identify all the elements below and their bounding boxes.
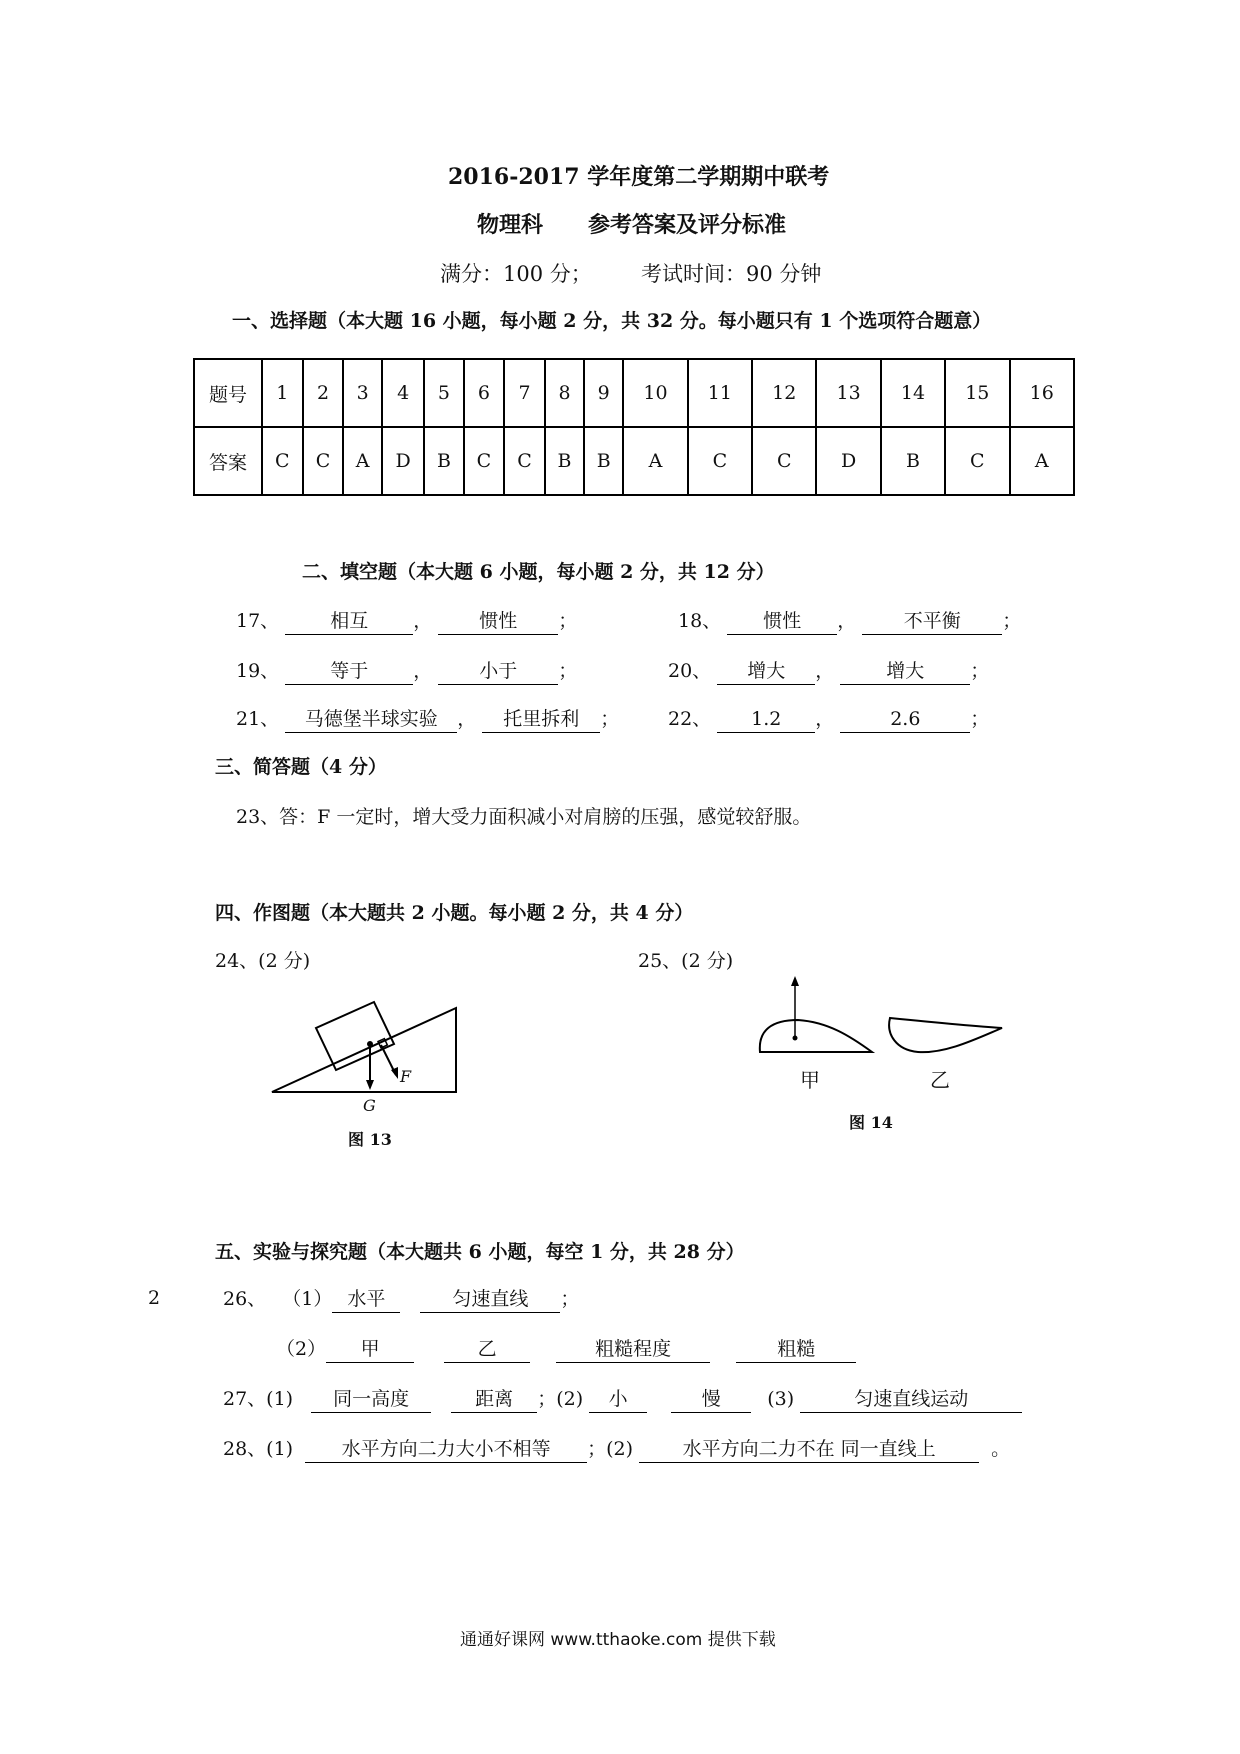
q-number: 6 [464, 359, 505, 427]
full-marks: 满分：100 分； [440, 262, 592, 286]
answer-blank: 慢 [671, 1386, 751, 1413]
q-num: 18、 [678, 610, 722, 632]
figure-14-caption: 图 14 [849, 1113, 893, 1132]
sep: ； [558, 660, 578, 682]
answer-line-26b [276, 1334, 856, 1363]
part-label: (3) [767, 1388, 795, 1410]
answer-cell: C [945, 427, 1009, 495]
answer-blank: 相互 [285, 608, 413, 635]
answer-line-27 [223, 1384, 1022, 1413]
answer-line-26a [223, 1284, 579, 1313]
airfoil-jia [760, 1020, 872, 1052]
sep: ， [837, 610, 857, 632]
answer-line-19 [236, 656, 577, 685]
subject-label: 物理科 [477, 212, 544, 238]
sep: ； [600, 708, 620, 730]
answer-cell: C [464, 427, 505, 495]
q25-label: 25、(2 分) [638, 950, 734, 972]
answer-cell: C [752, 427, 816, 495]
q-number: 8 [545, 359, 584, 427]
q-num: 19、 [236, 660, 280, 682]
answer-cell: C [262, 427, 303, 495]
answer-blank: 粗糙 [736, 1336, 856, 1363]
q-num: 21、 [236, 708, 280, 730]
answer-blank: 粗糙程度 [556, 1336, 710, 1363]
answer-blank: 不平衡 [862, 608, 1002, 635]
q-number: 3 [343, 359, 382, 427]
answer-line-21 [236, 704, 619, 733]
sep: ， [457, 708, 477, 730]
answer-blank: 小 [589, 1386, 647, 1413]
q-num: 22、 [668, 708, 712, 730]
row-label-question: 题号 [194, 359, 262, 427]
answer-line-20 [668, 656, 989, 685]
answer-cell: D [382, 427, 424, 495]
doc-type-label: 参考答案及评分标准 [588, 212, 787, 238]
row-label-answer: 答案 [194, 427, 262, 495]
answer-line-28 [223, 1434, 1010, 1463]
q-number: 1 [262, 359, 303, 427]
q-number: 12 [752, 359, 816, 427]
page-title: 2016-2017 学年度第二学期期中联考 [448, 164, 830, 190]
section2-heading: 二、填空题（本大题 6 小题，每小题 2 分，共 12 分） [302, 561, 775, 583]
section1-heading: 一、选择题（本大题 16 小题，每小题 2 分，共 32 分。每小题只有 1 个选项符合题意） [232, 310, 992, 332]
answer-blank: 距离 [451, 1386, 537, 1413]
answer-blank: 等于 [285, 658, 413, 685]
section3-heading: 三、简答题（4 分） [215, 756, 387, 778]
q-num: 17、 [236, 610, 280, 632]
q-number: 7 [504, 359, 545, 427]
answer-23: 23、答：F 一定时，增大受力面积减小对肩膀的压强，感觉较舒服。 [236, 806, 812, 828]
exam-time: 考试时间：90 分钟 [641, 262, 822, 286]
incline-triangle [272, 1008, 456, 1092]
answer-cell: C [504, 427, 545, 495]
sep: ； [558, 610, 578, 632]
answer-cell: A [343, 427, 382, 495]
block [316, 1002, 394, 1070]
answer-blank: 同一高度 [311, 1386, 431, 1413]
airfoil-dot [793, 1036, 798, 1041]
q-number: 5 [424, 359, 463, 427]
gravity-arrowhead [366, 1080, 374, 1090]
section4-heading: 四、作图题（本大题共 2 小题。每小题 2 分，共 4 分） [215, 902, 694, 924]
answer-blank: 小于 [438, 658, 558, 685]
answer-line-18 [678, 606, 1021, 635]
q24-label: 24、(2 分) [215, 950, 311, 972]
section5-heading: 五、实验与探究题（本大题共 6 小题，每空 1 分，共 28 分） [215, 1241, 745, 1263]
sep: ， [413, 660, 433, 682]
q-number: 10 [623, 359, 687, 427]
figure-14-airfoils [750, 970, 1030, 1080]
label-F: F [400, 1067, 412, 1086]
answer-blank: 2.6 [840, 706, 970, 733]
figure-13-incline [260, 990, 470, 1110]
answer-cell: A [623, 427, 687, 495]
label-jia: 甲 [800, 1068, 820, 1092]
part-label: （2） [276, 1338, 327, 1360]
answer-blank: 马德堡半球实验 [285, 706, 457, 733]
sep: ， [815, 660, 835, 682]
answer-cell: D [816, 427, 880, 495]
airfoil-yi [889, 1018, 1002, 1052]
answer-cell: B [424, 427, 463, 495]
margin-mark: 2 [148, 1287, 161, 1309]
answer-blank: 惯性 [438, 608, 558, 635]
answer-blank: 1.2 [717, 706, 815, 733]
q-number: 16 [1010, 359, 1075, 427]
label-G: G [363, 1096, 376, 1115]
part-label: ；(2) [537, 1388, 584, 1410]
sep: ， [815, 708, 835, 730]
q-num: 26、 [223, 1288, 267, 1310]
answer-blank: 托里拆利 [482, 706, 600, 733]
answer-blank: 乙 [444, 1336, 530, 1363]
answer-line-22 [668, 704, 989, 733]
answer-blank: 惯性 [727, 608, 837, 635]
part-label: （1） [282, 1288, 333, 1310]
answer-cell: B [881, 427, 945, 495]
q-num: 20、 [668, 660, 712, 682]
q-number: 2 [303, 359, 344, 427]
answer-cell: C [303, 427, 344, 495]
answer-cell: B [545, 427, 584, 495]
q-num: 28、(1) [223, 1438, 294, 1460]
answer-blank: 水平方向二力不在 同一直线上 [639, 1436, 979, 1463]
q-number: 9 [584, 359, 623, 427]
q-number: 4 [382, 359, 424, 427]
q-number: 14 [881, 359, 945, 427]
footer-text: 通通好课网 www.tthaoke.com 提供下载 [460, 1630, 776, 1650]
label-yi: 乙 [930, 1068, 950, 1092]
answer-blank: 增大 [717, 658, 815, 685]
answer-blank: 水平方向二力大小不相等 [305, 1436, 587, 1463]
sep: ； [560, 1288, 580, 1310]
table-row [194, 359, 1074, 427]
answer-cell: B [584, 427, 623, 495]
q-number: 15 [945, 359, 1009, 427]
q-number: 11 [688, 359, 752, 427]
answer-line-17 [236, 606, 577, 635]
sep: ， [413, 610, 433, 632]
answer-blank: 甲 [326, 1336, 414, 1363]
sep: ； [970, 708, 990, 730]
table-row [194, 427, 1074, 495]
answer-cell: A [1010, 427, 1075, 495]
answer-blank: 增大 [840, 658, 970, 685]
answer-blank: 水平 [332, 1286, 400, 1313]
sep: ； [1002, 610, 1022, 632]
answer-blank: 匀速直线运动 [800, 1386, 1022, 1413]
line-end: 。 [991, 1438, 1011, 1460]
part-label: ；(2) [587, 1438, 634, 1460]
lift-arrowhead [791, 976, 799, 986]
answer-table [193, 358, 1075, 496]
answer-blank: 匀速直线 [420, 1286, 560, 1313]
figure-13-caption: 图 13 [348, 1130, 392, 1149]
sep: ； [970, 660, 990, 682]
q-number: 13 [816, 359, 880, 427]
answer-cell: C [688, 427, 752, 495]
q-num: 27、(1) [223, 1388, 294, 1410]
